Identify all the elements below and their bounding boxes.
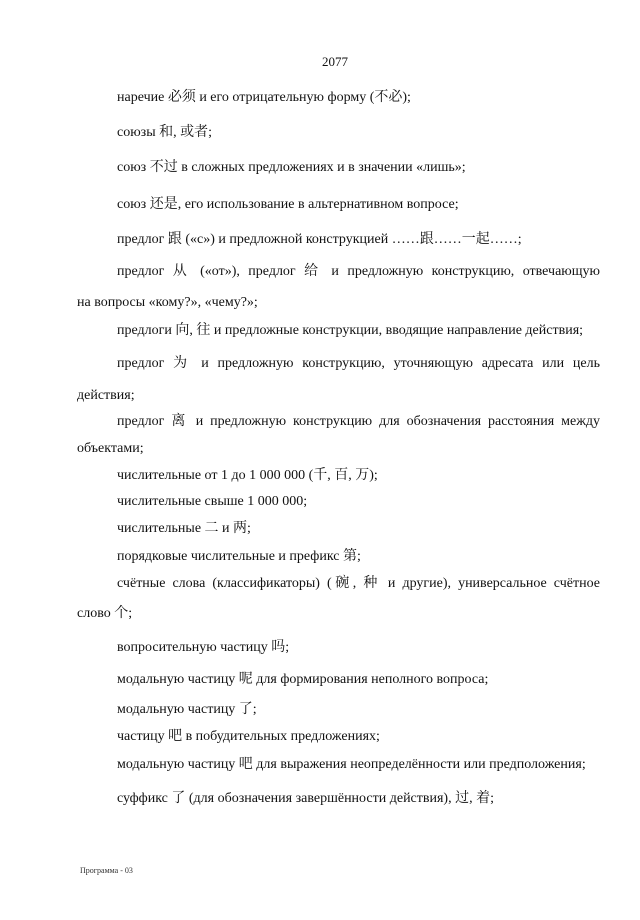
text-line: суффикс 了 (для обозначения завершённости действия), 过, 着;	[117, 791, 494, 806]
text-line: объектами;	[77, 441, 144, 456]
text-line: союзы 和, 或者;	[117, 125, 212, 140]
text-line: предлог 从 («от»), предлог 给 и предложную конструкцию, отвечающую	[117, 264, 600, 279]
page-number: 2077	[322, 54, 348, 69]
text-line: вопросительную частицу 吗;	[117, 640, 290, 655]
text-line: модальную частицу 呢 для формирования неполного вопроса;	[117, 672, 489, 687]
text-line: союз 还是, его использование в альтернативном вопросе;	[117, 197, 459, 212]
text-line: предлог 为 и предложную конструкцию, уточняющую адресата или цель	[117, 356, 600, 371]
text-line: порядковые числительные и префикс 第;	[117, 549, 361, 564]
text-line: частицу 吧 в побудительных предложениях;	[117, 729, 380, 744]
text-line: союз 不过 в сложных предложениях и в значении «лишь»;	[117, 160, 466, 175]
text-line: модальную частицу 吧 для выражения неопределённости или предположения;	[117, 757, 586, 772]
text-line: предлог 离 и предложную конструкцию для обозначения расстояния между	[117, 414, 600, 429]
text-line: наречие 必须 и его отрицательную форму (不必);	[117, 90, 411, 105]
text-line: числительные 二 и 两;	[117, 521, 251, 536]
text-line: предлоги 向, 往 и предложные конструкции, вводящие направление действия;	[117, 323, 584, 338]
text-line: числительные от 1 до 1 000 000 (千, 百, 万);	[117, 468, 378, 483]
text-line: предлог 跟 («с») и предложной конструкцией ……跟……一起……;	[117, 232, 522, 247]
text-line: слово 个;	[77, 606, 133, 621]
page-footer: Программа - 03	[80, 866, 133, 875]
text-line: модальную частицу 了;	[117, 702, 257, 717]
text-line: счётные слова (классификаторы) (碗, 种 и другие), универсальное счётное	[117, 576, 600, 591]
text-line: на вопросы «кому?», «чему?»;	[77, 295, 258, 310]
text-line: действия;	[77, 388, 135, 403]
text-line: числительные свыше 1 000 000;	[117, 494, 308, 509]
